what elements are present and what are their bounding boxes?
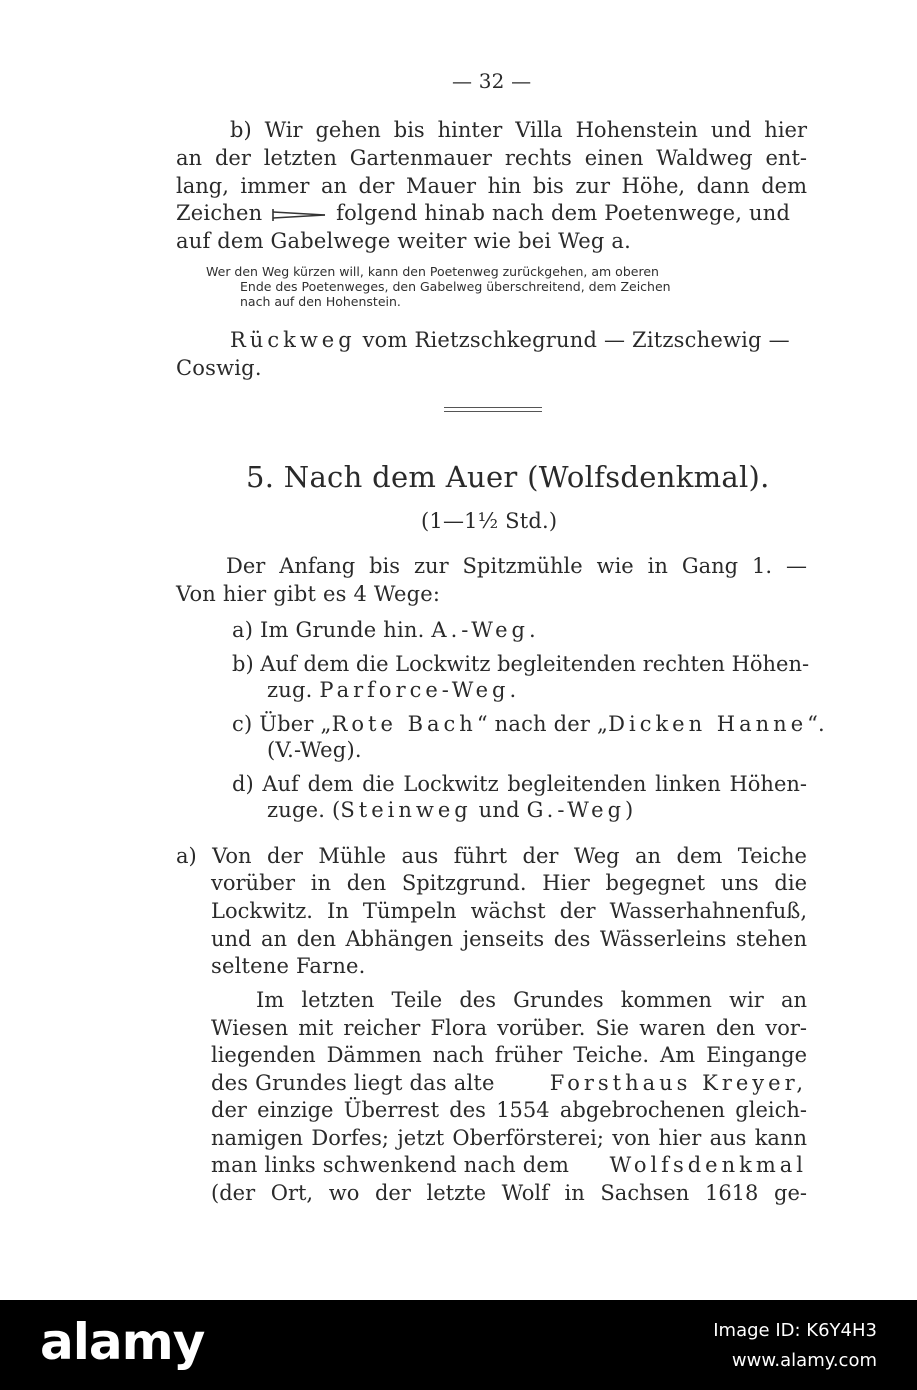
para-c-line-2: Wiesen mit reicher Flora vorüber. Sie waren den vor- — [211, 1016, 807, 1040]
divider-top — [444, 407, 542, 408]
para-c-line-7-name: Wolfsdenkmal — [609, 1153, 807, 1177]
para-c-line-5: der einzige Überrest des 1554 abgebrochenen gleich- — [211, 1098, 807, 1122]
return-route-text: vom Rietzschkegrund — Zitzschewig — — [362, 328, 790, 352]
route-b-line-1: b) Auf dem die Lockwitz begleitenden rechten Höhen- — [232, 652, 810, 676]
para-a-line-1: a) Von der Mühle aus führt der Weg an dem Teiche — [176, 844, 807, 868]
route-c-line-1 — [232, 711, 825, 737]
arrow-sign-icon — [269, 206, 329, 224]
watermark-footer — [0, 1300, 917, 1390]
route-a — [232, 617, 540, 643]
route-d-line-2 — [267, 797, 633, 823]
page-number: — 32 — — [452, 69, 532, 93]
intro-line-2: Von hier gibt es 4 Wege: — [176, 582, 441, 606]
para-a-line-5: seltene Farne. — [211, 954, 366, 978]
para-c-line-6: namigen Dorfes; jetzt Oberförsterei; von hier aus kann — [211, 1126, 807, 1150]
route-c-text-1: c) Über „ — [232, 712, 332, 736]
site-url: www.alamy.com — [731, 1350, 877, 1371]
note-line-3: nach auf den Hohenstein. — [240, 294, 401, 309]
route-d-line-1: d) Auf dem die Lockwitz begleitenden linken Höhen- — [232, 772, 807, 796]
route-c-line-2: (V.-Weg). — [267, 738, 362, 762]
para-b-line-5: auf dem Gabelwege weiter wie bei Weg a. — [176, 229, 631, 253]
route-d-name-2: G.-Weg — [526, 798, 626, 822]
para-c-line-1: Im letzten Teile des Grundes kommen wir an — [256, 988, 807, 1012]
para-a-line-2: vorüber in den Spitzgrund. Hier begegnet uns die — [211, 871, 807, 895]
para-c-line-3: liegenden Dämmen nach früher Teiche. Am Eingange — [211, 1043, 807, 1067]
para-b-line-4-a: Zeichen — [176, 201, 263, 225]
route-d-text-2: und — [478, 798, 520, 822]
para-a-line-3: Lockwitz. In Tümpeln wächst der Wasserhahnenfuß, — [211, 899, 807, 923]
para-c-line-8: (der Ort, wo der letzte Wolf in Sachsen 1618 ge- — [211, 1181, 807, 1205]
return-route-line-2: Coswig. — [176, 356, 262, 380]
route-b-line-2 — [267, 677, 520, 703]
para-b-line-1: b) Wir gehen bis hinter Villa Hohenstein und hier — [230, 118, 807, 142]
note-line-2: Ende des Poetenweges, den Gabelweg überschreitend, dem Zeichen — [240, 279, 671, 294]
return-route-label: Rückweg — [230, 328, 356, 352]
para-b-line-4 — [176, 200, 790, 226]
route-c-name-1: Rote Bach — [331, 712, 477, 736]
section-duration: (1—1½ Std.) — [421, 509, 558, 533]
route-d-text-3: ) — [625, 798, 634, 822]
route-a-name: A.-Weg. — [431, 618, 540, 642]
para-c-line-7 — [211, 1152, 807, 1178]
para-c-line-4-name: Forsthaus Kreyer, — [549, 1071, 807, 1095]
route-b-text: zug. — [267, 678, 313, 702]
para-b-line-4-b: folgend hinab nach dem Poetenwege, und — [336, 201, 791, 225]
note-line-1: Wer den Weg kürzen will, kann den Poetenweg zurückgehen, am oberen — [206, 264, 659, 279]
intro-line-1: Der Anfang bis zur Spitzmühle wie in Gang 1. — — [226, 554, 807, 578]
return-route-line-1 — [230, 327, 790, 353]
route-d-text-1: zuge. ( — [267, 798, 341, 822]
para-c-line-4-text: des Grundes liegt das alte — [211, 1071, 495, 1095]
image-id: Image ID: K6Y4H3 — [713, 1320, 877, 1341]
route-b-name: Parforce-Weg. — [319, 678, 521, 702]
route-c-text-3: “. — [807, 712, 825, 736]
route-c-name-2: Dicken Hanne — [608, 712, 808, 736]
para-b-line-3: lang, immer an der Mauer hin bis zur Höhe, dann dem — [176, 174, 807, 198]
para-c-line-4 — [211, 1070, 807, 1096]
section-title: 5. Nach dem Auer (Wolfsdenkmal). — [246, 460, 770, 494]
brand-logo: alamy — [40, 1313, 205, 1371]
para-b-line-2: an der letzten Gartenmauer rechts einen Waldweg ent- — [176, 146, 807, 170]
divider-bottom — [444, 411, 542, 412]
route-a-text: a) Im Grunde hin. — [232, 618, 425, 642]
para-c-line-7-text: man links schwenkend nach dem — [211, 1153, 570, 1177]
route-c-text-2: “ nach der „ — [476, 712, 609, 736]
route-d-name-1: Steinweg — [340, 798, 472, 822]
para-a-line-4: und an den Abhängen jenseits des Wässerleins stehen — [211, 927, 807, 951]
